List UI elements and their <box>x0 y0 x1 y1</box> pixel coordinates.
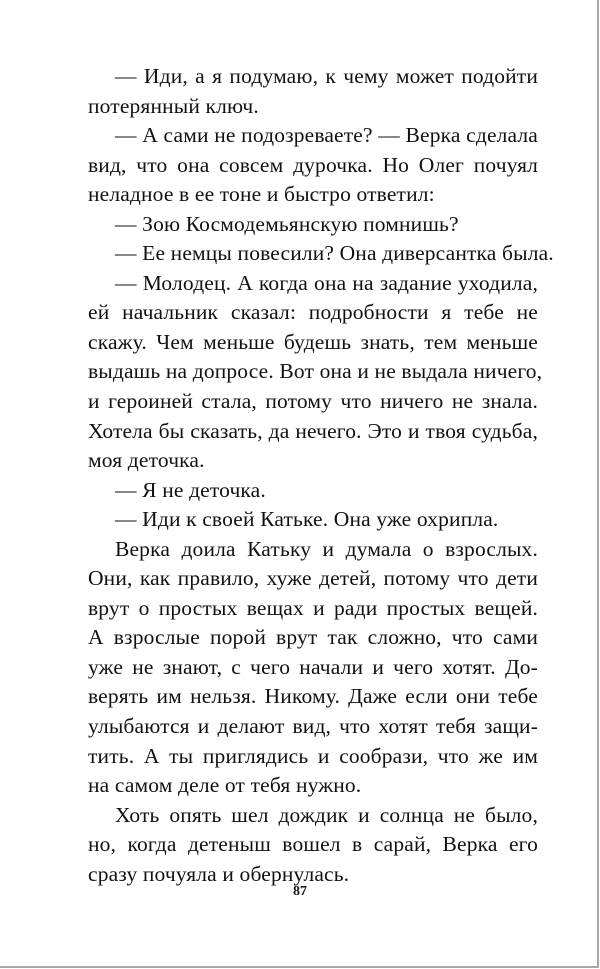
paragraph-2 <box>61 121 538 210</box>
text-line: — Зою Космодемьянскую помнишь? <box>115 211 459 236</box>
text-line: потерянный ключ. <box>88 93 259 118</box>
text-line: выдашь на допросе. Вот она и не выдала ничего, <box>88 359 543 384</box>
text-line: — Иди к своей Катьке. Она уже охрипла. <box>115 507 499 532</box>
text-line: и героиней стала, потому что ничего не знала. <box>88 389 538 414</box>
paragraph-4 <box>61 239 554 269</box>
text-line: — А сами не подозреваете? — Верка сделала <box>115 123 538 148</box>
paragraph-7 <box>61 505 538 535</box>
paragraph-1 <box>61 62 538 121</box>
text-line: ей начальник сказал: подробности я тебе не <box>88 300 538 325</box>
text-line: А взрослые порой врут так сложно, что сами <box>88 625 538 650</box>
text-line: Хотела бы сказать, да нечего. Это и твоя судьба, <box>88 418 538 443</box>
text-line: Хоть опять шел дождик и солнца не было, <box>115 802 538 827</box>
text-line: но, когда детеныш вошел в сарай, Верка его <box>88 832 538 857</box>
text-line: — Ее немцы повесили? Она диверсантка была. <box>115 241 554 266</box>
text-line: скажу. Чем меньше будешь знать, тем меньше <box>88 329 538 354</box>
page-body-text <box>61 62 554 889</box>
paragraph-5 <box>61 269 543 476</box>
page-number: 87 <box>293 884 307 899</box>
text-line: — Иди, а я подумаю, к чему может подойти <box>115 64 538 88</box>
text-line: Они, как правило, хуже детей, потому что дети <box>88 566 538 591</box>
text-line: уже не знают, с чего начали и чего хотят. До- <box>88 654 538 679</box>
text-line: неладное в ее тоне и быстро ответил: <box>88 182 435 207</box>
text-line: врут о простых вещах и ради простых вещей. <box>88 595 538 620</box>
text-line: сразу почуяла и обернулась. <box>88 861 350 886</box>
text-line: верять им нельзя. Никому. Даже если они тебе <box>88 684 538 709</box>
paragraph-9 <box>61 801 538 890</box>
text-line: вид, что она совсем дурочка. Но Олег почуял <box>88 152 538 177</box>
paragraph-8 <box>61 535 538 801</box>
text-line: — Молодец. А когда она на задание уходила, <box>115 270 538 295</box>
text-line: Верка доила Катьку и думала о взрослых. <box>115 536 538 561</box>
text-line: улыбаются и делают вид, что хотят тебя защи- <box>88 714 538 739</box>
text-line: моя деточка. <box>88 448 205 473</box>
paragraph-6 <box>61 476 538 506</box>
paragraph-3 <box>61 210 538 240</box>
text-line: тить. А ты приглядись и сообрази, что же им <box>88 743 538 768</box>
text-line: — Я не деточка. <box>115 477 266 502</box>
text-line: на самом деле от тебя нужно. <box>88 773 362 798</box>
